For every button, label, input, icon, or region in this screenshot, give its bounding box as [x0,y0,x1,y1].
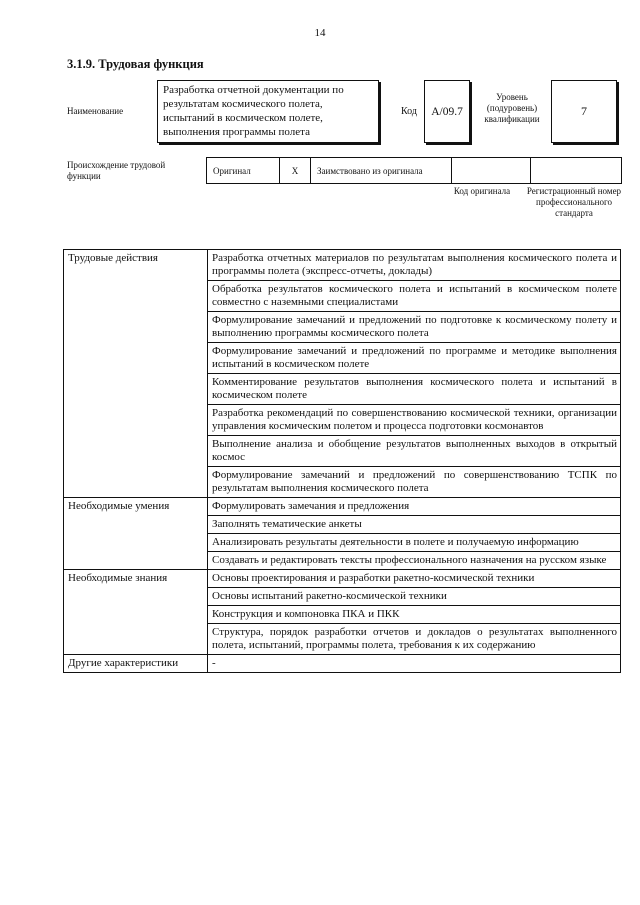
item-cell: Структура, порядок разработки отчетов и докладов о результатах выполненного полета, испытаний, программы полета, требования к их содержанию [208,624,621,655]
table-row [64,498,621,516]
origin-table [206,157,622,184]
level-label: Уровень (подуровень) квалификации [484,92,540,124]
function-code-box: А/09.7 [424,80,470,143]
item-cell: Конструкция и компоновка ПКА и ПКК [208,606,621,624]
reg-number-label: Регистрационный номер профессионального стандарта [526,186,622,218]
page-number: 14 [314,27,326,39]
item-cell: Обработка результатов космического полета и испытаний в космическом полете совместно с наземными специалистами [208,281,621,312]
item-cell: - [208,655,621,673]
item-cell: Разработка рекомендаций по совершенствованию космической техники, организации управления космическим полетом и процесса подготовки космонавтов [208,405,621,436]
original-mark: X [280,158,311,184]
item-cell: Формулирование замечаний и предложений по программе и методике выполнения испытаний в космическом полете [208,343,621,374]
section-title: 3.1.9. Трудовая функция [67,57,204,71]
code-original-label: Код оригинала [453,186,511,196]
origin-label: Происхождение трудовой функции [67,160,166,181]
item-cell: Создавать и редактировать тексты профессионального назначения на русском языке [208,552,621,570]
code-label: Код [401,106,417,117]
item-cell: Заполнять тематические анкеты [208,516,621,534]
function-details-table [63,249,621,673]
item-cell: Анализировать результаты деятельности в полете и получаемую информацию [208,534,621,552]
item-cell: Выполнение анализа и обобщение результатов выполненных выходов в открытый космос [208,436,621,467]
table-row [64,570,621,588]
code-original-cell [452,158,531,184]
category-cell: Необходимые знания [64,570,208,655]
reg-number-cell [531,158,622,184]
item-cell: Формулирование замечаний и предложений по подготовке к космическому полету и выполнению программы космического полета [208,312,621,343]
qualification-level-box: 7 [551,80,617,143]
category-cell: Необходимые умения [64,498,208,570]
item-cell: Основы испытаний ракетно-космической техники [208,588,621,606]
item-cell: Комментирование результатов выполнения космического полета и испытаний в космическом полете [208,374,621,405]
item-cell: Основы проектирования и разработки ракетно-космической техники [208,570,621,588]
table-row [64,655,621,673]
item-cell: Формулирование замечаний и предложений по совершенствованию ТСПК по результатам выполнения космического полета [208,467,621,498]
item-cell: Разработка отчетных материалов по результатам выполнения космического полета и программы полета (экспресс-отчеты, доклады) [208,250,621,281]
function-name-box: Разработка отчетной документации по результатам космического полета, испытаний в космическом полете, выполнения программы полета [157,80,379,143]
category-cell: Другие характеристики [64,655,208,673]
item-cell: Формулировать замечания и предложения [208,498,621,516]
table-row [64,250,621,281]
original-label: Оригинал [207,158,280,184]
borrowed-label: Заимствовано из оригинала [311,158,452,184]
name-label: Наименование [67,106,124,116]
category-cell: Трудовые действия [64,250,208,498]
